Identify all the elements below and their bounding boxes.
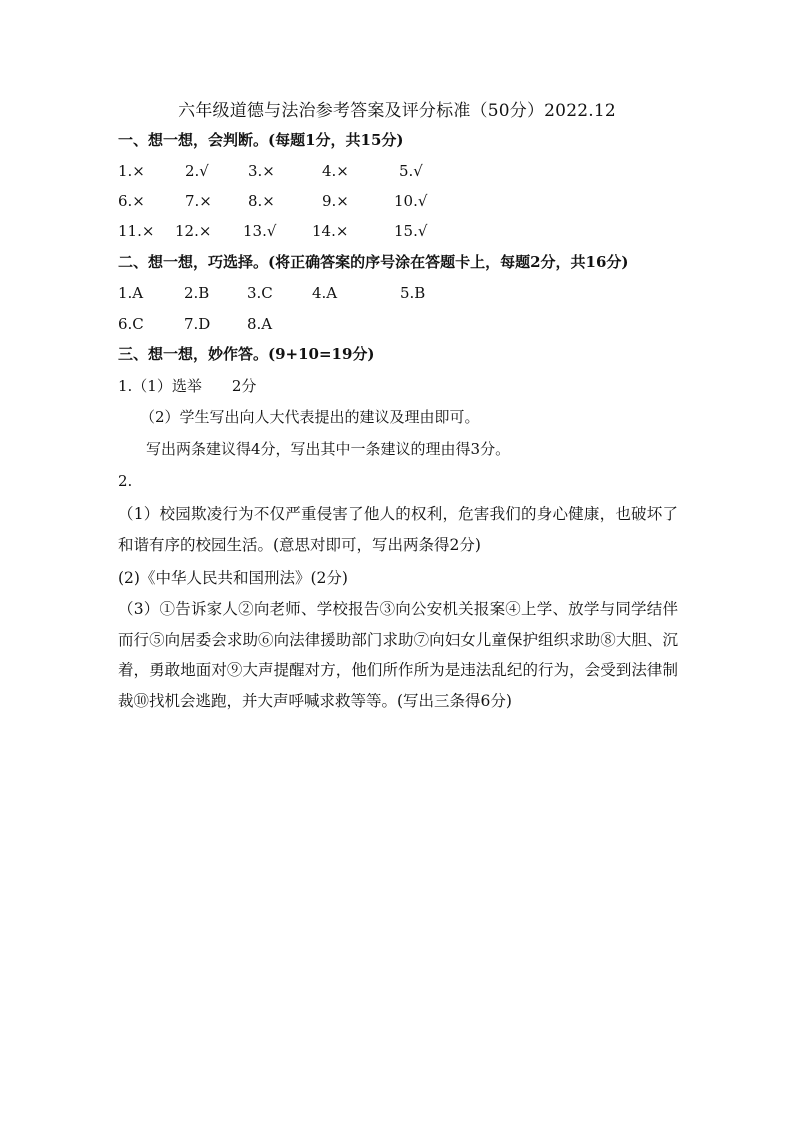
q1-part1: 1.（1）选举 2分 <box>118 377 257 395</box>
q1-part2: （2）学生写出向人大代表提出的建议及理由即可。 <box>140 408 480 426</box>
answer-item: 8.A <box>247 315 273 333</box>
answer-item: 12.× <box>175 222 212 240</box>
answer-item: 9.× <box>322 192 349 210</box>
section1-heading: 一、想一想，会判断。(每题1分，共15分) <box>118 131 404 149</box>
answer-item: 1.A <box>118 284 144 302</box>
answer-item: 7.× <box>185 192 212 210</box>
answer-item: 4.× <box>322 162 349 180</box>
page-title: 六年级道德与法治参考答案及评分标准（50分）2022.12 <box>178 101 616 121</box>
answer-item: 6.× <box>118 192 145 210</box>
answer-item: 2.B <box>184 284 210 302</box>
q2-part1: （1）校园欺凌行为不仅严重侵害了他人的权利，危害我们的身心健康，也破坏了和谐有序的校园生活。(意思对即可，写出两条得2分) <box>118 505 678 554</box>
answer-item: 10.√ <box>394 192 428 210</box>
answer-item: 6.C <box>118 315 144 333</box>
section3-heading: 三、想一想，妙作答。(9+10=19分) <box>118 345 375 363</box>
answer-item: 11.× <box>118 222 155 240</box>
answer-item: 5.B <box>400 284 426 302</box>
answer-item: 14.× <box>312 222 349 240</box>
answer-item: 8.× <box>248 192 275 210</box>
section2-heading: 二、想一想，巧选择。(将正确答案的序号涂在答题卡上，每题2分，共16分) <box>118 253 629 271</box>
answer-item: 5.√ <box>399 162 423 180</box>
answer-item: 2.√ <box>185 162 209 180</box>
answer-item: 4.A <box>312 284 338 302</box>
q2-number: 2. <box>118 472 133 490</box>
answer-item: 15.√ <box>394 222 428 240</box>
q1-scoring: 写出两条建议得4分，写出其中一条建议的理由得3分。 <box>146 440 511 458</box>
answer-item: 1.× <box>118 162 145 180</box>
answer-item: 13.√ <box>243 222 277 240</box>
answer-item: 3.C <box>247 284 273 302</box>
answer-item: 7.D <box>184 315 211 333</box>
q2-part3: （3）①告诉家人②向老师、学校报告③向公安机关报案④上学、放学与同学结伴而行⑤向居委会求助⑥向法律援助部门求助⑦向妇女儿童保护组织求助⑧大胆、沉着，勇敢地面对⑨大声提醒对方，他们所作所为是违法乱纪的行为，会受到法律制裁⑩找机会逃跑，并大声呼喊求救等等。(写出三条得6分) <box>118 600 678 710</box>
answer-item: 3.× <box>248 162 275 180</box>
q2-part2: (2)《中华人民共和国刑法》(2分) <box>118 569 348 587</box>
